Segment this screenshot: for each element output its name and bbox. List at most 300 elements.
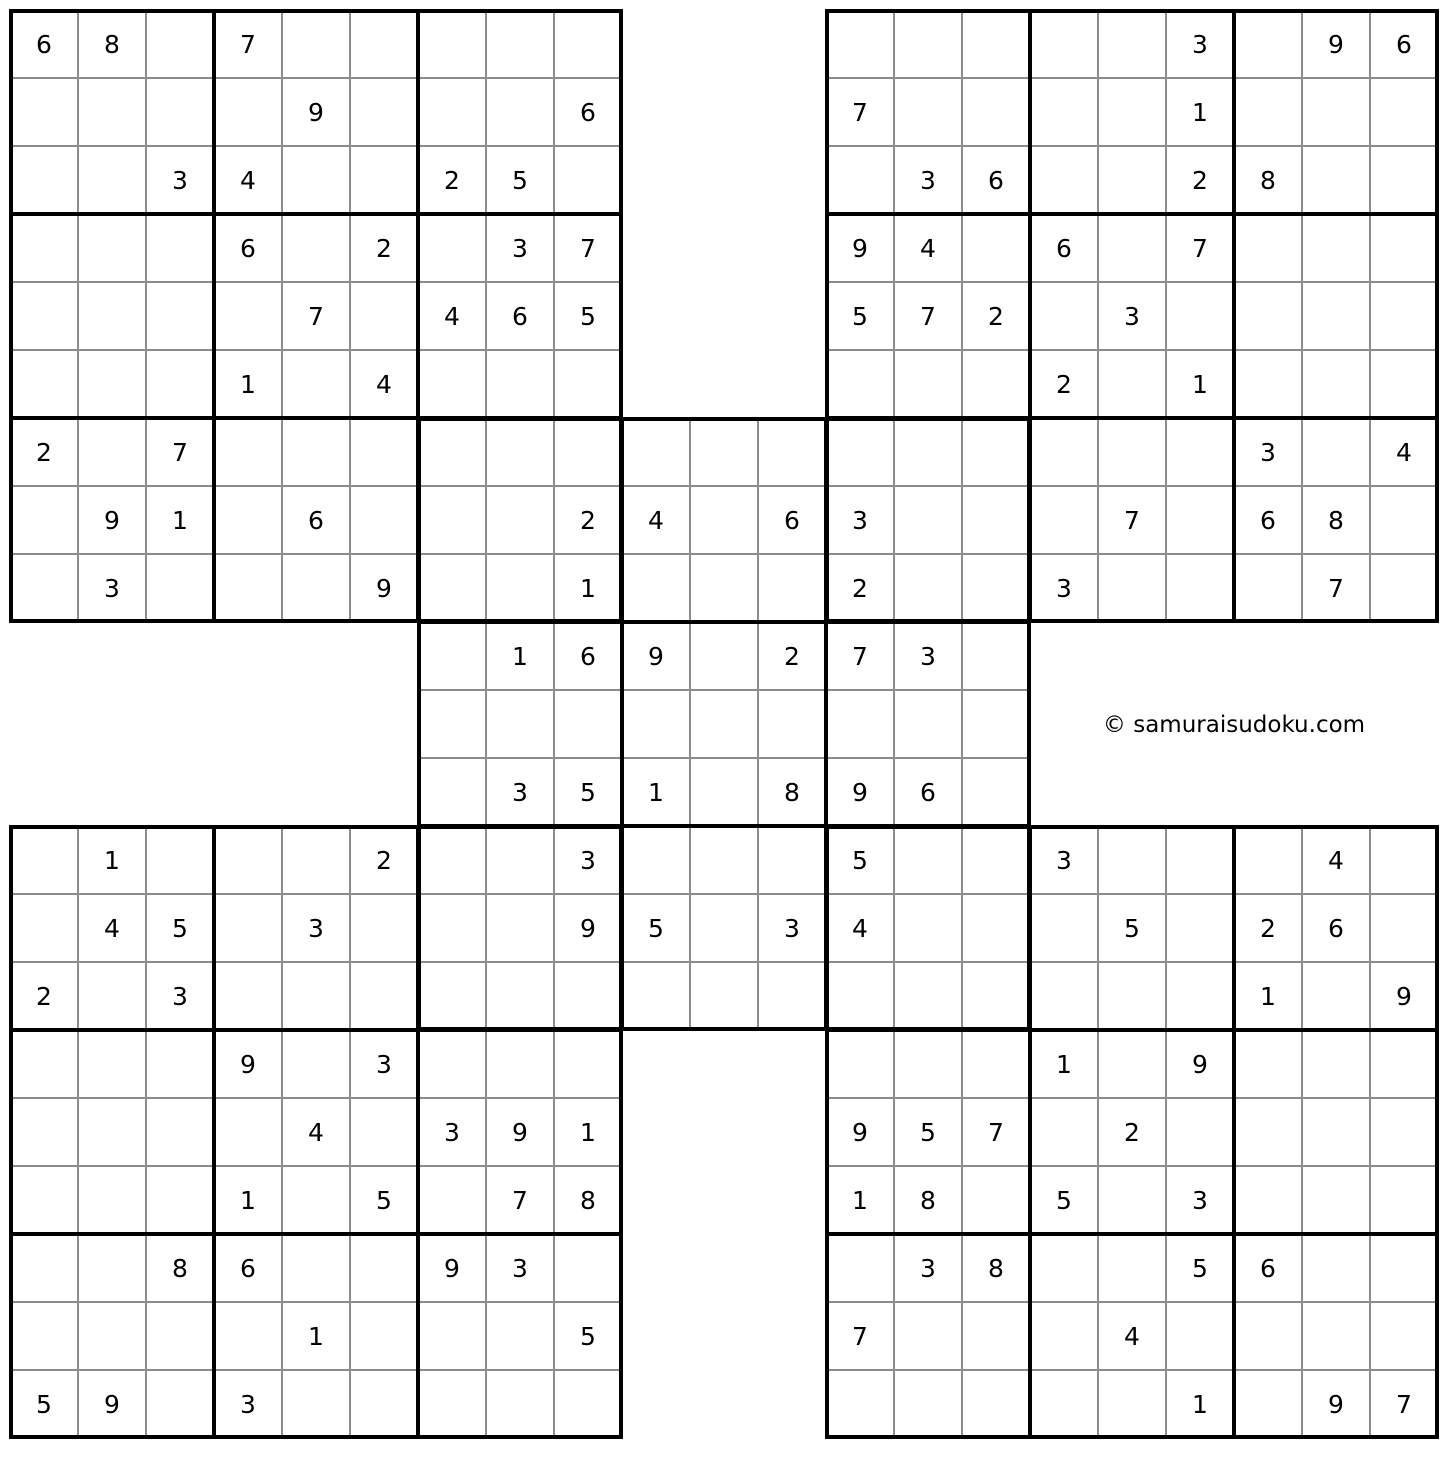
sudoku-cell[interactable] [350, 1370, 418, 1438]
sudoku-cell[interactable] [1302, 1302, 1370, 1370]
sudoku-cell[interactable] [78, 78, 146, 146]
sudoku-cell[interactable] [894, 962, 962, 1030]
sudoku-cell[interactable] [826, 1030, 894, 1098]
sudoku-cell[interactable] [146, 214, 214, 282]
sudoku-cell[interactable]: 3 [554, 826, 622, 894]
sudoku-cell[interactable]: 9 [554, 894, 622, 962]
sudoku-cell[interactable] [418, 1030, 486, 1098]
sudoku-cell[interactable]: 4 [418, 282, 486, 350]
sudoku-cell[interactable]: 6 [1030, 214, 1098, 282]
sudoku-cell[interactable] [1030, 146, 1098, 214]
sudoku-cell[interactable] [486, 826, 554, 894]
sudoku-cell[interactable]: 3 [350, 1030, 418, 1098]
sudoku-cell[interactable] [1370, 1030, 1438, 1098]
sudoku-cell[interactable]: 3 [1098, 282, 1166, 350]
sudoku-cell[interactable]: 7 [282, 282, 350, 350]
sudoku-cell[interactable]: 8 [1234, 146, 1302, 214]
sudoku-cell[interactable] [10, 1302, 78, 1370]
sudoku-cell[interactable] [1098, 962, 1166, 1030]
sudoku-cell[interactable]: 2 [350, 826, 418, 894]
sudoku-cell[interactable]: 9 [826, 758, 894, 826]
sudoku-cell[interactable] [690, 758, 758, 826]
sudoku-cell[interactable]: 7 [214, 10, 282, 78]
sudoku-cell[interactable]: 7 [554, 214, 622, 282]
sudoku-cell[interactable]: 5 [1166, 1234, 1234, 1302]
sudoku-cell[interactable] [894, 894, 962, 962]
sudoku-cell[interactable] [1166, 486, 1234, 554]
sudoku-cell[interactable] [418, 214, 486, 282]
sudoku-cell[interactable]: 9 [78, 486, 146, 554]
sudoku-cell[interactable] [1234, 1166, 1302, 1234]
sudoku-cell[interactable] [418, 78, 486, 146]
sudoku-cell[interactable] [1370, 214, 1438, 282]
sudoku-cell[interactable]: 6 [1370, 10, 1438, 78]
sudoku-cell[interactable] [690, 962, 758, 1030]
sudoku-cell[interactable] [1030, 486, 1098, 554]
sudoku-cell[interactable] [962, 214, 1030, 282]
sudoku-cell[interactable]: 1 [1166, 78, 1234, 146]
sudoku-cell[interactable] [1234, 10, 1302, 78]
sudoku-cell[interactable] [1234, 282, 1302, 350]
sudoku-cell[interactable]: 9 [214, 1030, 282, 1098]
sudoku-cell[interactable] [418, 486, 486, 554]
sudoku-cell[interactable] [1098, 78, 1166, 146]
sudoku-cell[interactable] [1370, 146, 1438, 214]
sudoku-cell[interactable] [758, 418, 826, 486]
sudoku-cell[interactable]: 4 [350, 350, 418, 418]
sudoku-cell[interactable] [1166, 962, 1234, 1030]
sudoku-cell[interactable]: 5 [554, 758, 622, 826]
sudoku-cell[interactable] [1166, 1302, 1234, 1370]
sudoku-cell[interactable]: 8 [1302, 486, 1370, 554]
sudoku-cell[interactable]: 4 [826, 894, 894, 962]
sudoku-cell[interactable] [214, 78, 282, 146]
sudoku-cell[interactable]: 7 [486, 1166, 554, 1234]
sudoku-cell[interactable]: 5 [894, 1098, 962, 1166]
sudoku-cell[interactable] [1166, 1098, 1234, 1166]
sudoku-cell[interactable]: 5 [826, 826, 894, 894]
sudoku-cell[interactable]: 1 [146, 486, 214, 554]
sudoku-cell[interactable] [418, 758, 486, 826]
sudoku-cell[interactable] [690, 894, 758, 962]
sudoku-cell[interactable] [1302, 418, 1370, 486]
sudoku-cell[interactable]: 6 [10, 10, 78, 78]
sudoku-cell[interactable] [146, 1302, 214, 1370]
sudoku-cell[interactable] [418, 1370, 486, 1438]
sudoku-cell[interactable]: 4 [214, 146, 282, 214]
sudoku-cell[interactable] [282, 962, 350, 1030]
sudoku-cell[interactable] [78, 1098, 146, 1166]
sudoku-cell[interactable] [282, 554, 350, 622]
sudoku-cell[interactable] [1234, 78, 1302, 146]
sudoku-cell[interactable] [1234, 1030, 1302, 1098]
sudoku-cell[interactable] [962, 554, 1030, 622]
sudoku-cell[interactable] [962, 78, 1030, 146]
sudoku-cell[interactable] [1234, 554, 1302, 622]
sudoku-cell[interactable] [894, 418, 962, 486]
sudoku-cell[interactable] [418, 1302, 486, 1370]
sudoku-cell[interactable] [78, 962, 146, 1030]
sudoku-cell[interactable]: 3 [894, 1234, 962, 1302]
sudoku-cell[interactable] [78, 1166, 146, 1234]
sudoku-cell[interactable]: 1 [486, 622, 554, 690]
sudoku-cell[interactable] [418, 418, 486, 486]
sudoku-cell[interactable]: 9 [1302, 10, 1370, 78]
sudoku-cell[interactable] [1030, 1370, 1098, 1438]
sudoku-cell[interactable] [486, 486, 554, 554]
sudoku-cell[interactable] [1098, 146, 1166, 214]
sudoku-cell[interactable]: 2 [10, 418, 78, 486]
sudoku-cell[interactable] [1302, 214, 1370, 282]
sudoku-cell[interactable] [350, 282, 418, 350]
sudoku-cell[interactable] [962, 350, 1030, 418]
sudoku-cell[interactable] [146, 1166, 214, 1234]
sudoku-cell[interactable] [1302, 350, 1370, 418]
sudoku-cell[interactable] [826, 1370, 894, 1438]
sudoku-cell[interactable] [1234, 826, 1302, 894]
sudoku-cell[interactable]: 1 [214, 350, 282, 418]
sudoku-cell[interactable] [826, 10, 894, 78]
sudoku-cell[interactable] [1370, 1166, 1438, 1234]
sudoku-cell[interactable] [350, 146, 418, 214]
sudoku-cell[interactable] [146, 10, 214, 78]
sudoku-cell[interactable] [78, 146, 146, 214]
sudoku-cell[interactable] [1302, 1098, 1370, 1166]
sudoku-cell[interactable]: 5 [826, 282, 894, 350]
sudoku-cell[interactable] [146, 554, 214, 622]
sudoku-cell[interactable] [146, 1098, 214, 1166]
sudoku-cell[interactable] [1302, 78, 1370, 146]
sudoku-cell[interactable] [10, 282, 78, 350]
sudoku-cell[interactable]: 7 [826, 78, 894, 146]
sudoku-cell[interactable]: 2 [1234, 894, 1302, 962]
sudoku-cell[interactable] [486, 554, 554, 622]
sudoku-cell[interactable]: 4 [282, 1098, 350, 1166]
sudoku-cell[interactable] [486, 1302, 554, 1370]
sudoku-cell[interactable]: 5 [10, 1370, 78, 1438]
sudoku-cell[interactable] [1166, 418, 1234, 486]
sudoku-cell[interactable] [486, 10, 554, 78]
sudoku-cell[interactable]: 1 [1030, 1030, 1098, 1098]
sudoku-cell[interactable] [10, 554, 78, 622]
sudoku-cell[interactable] [282, 1234, 350, 1302]
sudoku-cell[interactable] [554, 146, 622, 214]
sudoku-cell[interactable] [962, 418, 1030, 486]
sudoku-cell[interactable] [1030, 1098, 1098, 1166]
sudoku-cell[interactable] [146, 1370, 214, 1438]
sudoku-cell[interactable]: 3 [1030, 554, 1098, 622]
sudoku-cell[interactable]: 2 [1030, 350, 1098, 418]
sudoku-cell[interactable] [282, 826, 350, 894]
sudoku-cell[interactable]: 7 [1098, 486, 1166, 554]
sudoku-cell[interactable]: 3 [486, 758, 554, 826]
sudoku-cell[interactable]: 3 [1166, 1166, 1234, 1234]
sudoku-cell[interactable]: 3 [146, 962, 214, 1030]
sudoku-cell[interactable]: 6 [1234, 1234, 1302, 1302]
sudoku-cell[interactable]: 3 [418, 1098, 486, 1166]
sudoku-cell[interactable] [282, 10, 350, 78]
sudoku-cell[interactable]: 4 [622, 486, 690, 554]
sudoku-cell[interactable] [1030, 962, 1098, 1030]
sudoku-cell[interactable] [418, 894, 486, 962]
sudoku-cell[interactable] [350, 894, 418, 962]
sudoku-cell[interactable] [1302, 962, 1370, 1030]
sudoku-cell[interactable]: 7 [826, 622, 894, 690]
sudoku-cell[interactable] [486, 1370, 554, 1438]
sudoku-cell[interactable]: 5 [622, 894, 690, 962]
sudoku-cell[interactable]: 5 [554, 282, 622, 350]
sudoku-cell[interactable]: 1 [214, 1166, 282, 1234]
sudoku-cell[interactable] [690, 690, 758, 758]
sudoku-cell[interactable]: 8 [554, 1166, 622, 1234]
sudoku-cell[interactable]: 4 [1370, 418, 1438, 486]
sudoku-cell[interactable] [10, 486, 78, 554]
sudoku-cell[interactable] [690, 622, 758, 690]
sudoku-cell[interactable] [622, 962, 690, 1030]
sudoku-cell[interactable]: 1 [78, 826, 146, 894]
sudoku-cell[interactable] [282, 418, 350, 486]
sudoku-cell[interactable]: 6 [214, 214, 282, 282]
sudoku-cell[interactable]: 2 [554, 486, 622, 554]
sudoku-cell[interactable] [214, 486, 282, 554]
sudoku-cell[interactable]: 6 [758, 486, 826, 554]
sudoku-cell[interactable]: 3 [486, 214, 554, 282]
sudoku-cell[interactable]: 1 [622, 758, 690, 826]
sudoku-cell[interactable] [214, 282, 282, 350]
sudoku-cell[interactable] [350, 486, 418, 554]
sudoku-cell[interactable] [1302, 1030, 1370, 1098]
sudoku-cell[interactable]: 3 [894, 622, 962, 690]
sudoku-cell[interactable]: 6 [486, 282, 554, 350]
sudoku-cell[interactable] [146, 282, 214, 350]
sudoku-cell[interactable] [962, 1030, 1030, 1098]
sudoku-cell[interactable]: 3 [486, 1234, 554, 1302]
sudoku-cell[interactable] [962, 690, 1030, 758]
sudoku-cell[interactable] [554, 418, 622, 486]
sudoku-cell[interactable] [350, 1302, 418, 1370]
sudoku-cell[interactable] [282, 1030, 350, 1098]
sudoku-cell[interactable]: 3 [78, 554, 146, 622]
sudoku-cell[interactable] [282, 146, 350, 214]
sudoku-cell[interactable] [554, 1234, 622, 1302]
sudoku-cell[interactable] [1234, 1370, 1302, 1438]
sudoku-cell[interactable]: 9 [622, 622, 690, 690]
sudoku-cell[interactable]: 6 [894, 758, 962, 826]
sudoku-cell[interactable]: 1 [1166, 350, 1234, 418]
sudoku-cell[interactable] [622, 690, 690, 758]
sudoku-cell[interactable]: 5 [1030, 1166, 1098, 1234]
sudoku-cell[interactable]: 6 [962, 146, 1030, 214]
sudoku-cell[interactable] [894, 554, 962, 622]
sudoku-cell[interactable]: 7 [1370, 1370, 1438, 1438]
sudoku-cell[interactable] [1098, 826, 1166, 894]
sudoku-cell[interactable]: 9 [486, 1098, 554, 1166]
sudoku-cell[interactable] [1370, 282, 1438, 350]
sudoku-cell[interactable] [554, 350, 622, 418]
sudoku-cell[interactable] [894, 1370, 962, 1438]
sudoku-cell[interactable] [962, 826, 1030, 894]
sudoku-cell[interactable] [282, 214, 350, 282]
sudoku-cell[interactable] [1370, 1302, 1438, 1370]
sudoku-cell[interactable]: 1 [1234, 962, 1302, 1030]
sudoku-cell[interactable] [282, 1370, 350, 1438]
sudoku-cell[interactable] [1098, 418, 1166, 486]
sudoku-cell[interactable] [1302, 1166, 1370, 1234]
sudoku-cell[interactable]: 3 [146, 146, 214, 214]
sudoku-cell[interactable] [962, 1302, 1030, 1370]
sudoku-cell[interactable] [146, 1030, 214, 1098]
sudoku-cell[interactable] [1030, 10, 1098, 78]
sudoku-cell[interactable] [690, 826, 758, 894]
sudoku-cell[interactable]: 3 [758, 894, 826, 962]
sudoku-cell[interactable] [1370, 894, 1438, 962]
sudoku-cell[interactable] [690, 486, 758, 554]
sudoku-cell[interactable] [486, 350, 554, 418]
sudoku-cell[interactable] [418, 10, 486, 78]
sudoku-cell[interactable] [962, 894, 1030, 962]
sudoku-cell[interactable]: 3 [826, 486, 894, 554]
sudoku-cell[interactable] [826, 690, 894, 758]
sudoku-cell[interactable]: 7 [894, 282, 962, 350]
sudoku-cell[interactable] [78, 1234, 146, 1302]
sudoku-cell[interactable]: 8 [962, 1234, 1030, 1302]
sudoku-cell[interactable] [10, 350, 78, 418]
sudoku-cell[interactable]: 1 [1166, 1370, 1234, 1438]
sudoku-cell[interactable]: 6 [1302, 894, 1370, 962]
sudoku-cell[interactable]: 8 [758, 758, 826, 826]
sudoku-cell[interactable]: 1 [554, 1098, 622, 1166]
sudoku-cell[interactable]: 8 [894, 1166, 962, 1234]
sudoku-cell[interactable] [418, 554, 486, 622]
sudoku-cell[interactable]: 4 [78, 894, 146, 962]
sudoku-cell[interactable] [214, 554, 282, 622]
sudoku-cell[interactable] [1234, 350, 1302, 418]
sudoku-cell[interactable] [962, 10, 1030, 78]
sudoku-cell[interactable] [1166, 894, 1234, 962]
sudoku-cell[interactable] [690, 554, 758, 622]
sudoku-cell[interactable]: 2 [1166, 146, 1234, 214]
sudoku-cell[interactable] [554, 962, 622, 1030]
sudoku-cell[interactable]: 6 [554, 622, 622, 690]
sudoku-cell[interactable] [350, 10, 418, 78]
sudoku-cell[interactable]: 7 [1302, 554, 1370, 622]
sudoku-cell[interactable] [1370, 486, 1438, 554]
sudoku-cell[interactable] [486, 894, 554, 962]
sudoku-cell[interactable] [78, 214, 146, 282]
sudoku-cell[interactable]: 3 [1166, 10, 1234, 78]
sudoku-cell[interactable] [554, 10, 622, 78]
sudoku-cell[interactable] [962, 962, 1030, 1030]
sudoku-cell[interactable] [418, 962, 486, 1030]
sudoku-cell[interactable] [1302, 1234, 1370, 1302]
sudoku-cell[interactable] [1030, 894, 1098, 962]
sudoku-cell[interactable] [10, 1234, 78, 1302]
sudoku-cell[interactable] [486, 962, 554, 1030]
sudoku-cell[interactable] [1030, 1234, 1098, 1302]
sudoku-cell[interactable] [10, 214, 78, 282]
sudoku-cell[interactable] [1166, 826, 1234, 894]
sudoku-cell[interactable] [214, 894, 282, 962]
sudoku-cell[interactable] [10, 1030, 78, 1098]
sudoku-cell[interactable] [962, 758, 1030, 826]
sudoku-cell[interactable]: 3 [894, 146, 962, 214]
sudoku-cell[interactable] [146, 350, 214, 418]
sudoku-cell[interactable]: 6 [282, 486, 350, 554]
sudoku-cell[interactable]: 3 [282, 894, 350, 962]
sudoku-cell[interactable] [282, 350, 350, 418]
sudoku-cell[interactable] [1370, 554, 1438, 622]
sudoku-cell[interactable] [894, 1302, 962, 1370]
sudoku-cell[interactable]: 8 [146, 1234, 214, 1302]
sudoku-cell[interactable]: 4 [1098, 1302, 1166, 1370]
sudoku-cell[interactable] [10, 826, 78, 894]
sudoku-cell[interactable] [758, 690, 826, 758]
sudoku-cell[interactable] [1302, 146, 1370, 214]
sudoku-cell[interactable] [622, 554, 690, 622]
sudoku-cell[interactable] [826, 962, 894, 1030]
sudoku-cell[interactable]: 2 [1098, 1098, 1166, 1166]
sudoku-cell[interactable] [1030, 1302, 1098, 1370]
sudoku-cell[interactable] [10, 1166, 78, 1234]
sudoku-cell[interactable] [10, 894, 78, 962]
sudoku-cell[interactable]: 5 [146, 894, 214, 962]
sudoku-cell[interactable] [1302, 282, 1370, 350]
sudoku-cell[interactable] [1098, 1030, 1166, 1098]
sudoku-cell[interactable]: 1 [826, 1166, 894, 1234]
sudoku-cell[interactable] [758, 962, 826, 1030]
sudoku-cell[interactable] [894, 10, 962, 78]
sudoku-cell[interactable] [554, 1370, 622, 1438]
sudoku-cell[interactable]: 5 [486, 146, 554, 214]
sudoku-cell[interactable] [1234, 1302, 1302, 1370]
sudoku-cell[interactable] [894, 826, 962, 894]
sudoku-cell[interactable] [418, 1166, 486, 1234]
sudoku-cell[interactable] [418, 350, 486, 418]
sudoku-cell[interactable] [962, 622, 1030, 690]
sudoku-cell[interactable] [486, 418, 554, 486]
sudoku-cell[interactable] [622, 418, 690, 486]
sudoku-cell[interactable] [1098, 554, 1166, 622]
sudoku-cell[interactable]: 9 [1370, 962, 1438, 1030]
sudoku-cell[interactable] [758, 826, 826, 894]
sudoku-cell[interactable]: 1 [554, 554, 622, 622]
sudoku-cell[interactable]: 7 [1166, 214, 1234, 282]
sudoku-cell[interactable] [894, 78, 962, 146]
sudoku-cell[interactable]: 3 [1030, 826, 1098, 894]
sudoku-cell[interactable] [1030, 78, 1098, 146]
sudoku-cell[interactable]: 9 [282, 78, 350, 146]
sudoku-cell[interactable] [622, 826, 690, 894]
sudoku-cell[interactable] [350, 1098, 418, 1166]
sudoku-cell[interactable]: 9 [1302, 1370, 1370, 1438]
sudoku-cell[interactable]: 9 [1166, 1030, 1234, 1098]
sudoku-cell[interactable] [10, 78, 78, 146]
sudoku-cell[interactable] [962, 1166, 1030, 1234]
sudoku-cell[interactable] [554, 690, 622, 758]
sudoku-cell[interactable] [350, 1234, 418, 1302]
sudoku-cell[interactable]: 7 [826, 1302, 894, 1370]
sudoku-cell[interactable]: 2 [418, 146, 486, 214]
sudoku-cell[interactable]: 4 [894, 214, 962, 282]
sudoku-cell[interactable] [78, 350, 146, 418]
sudoku-cell[interactable]: 7 [146, 418, 214, 486]
sudoku-cell[interactable] [10, 1098, 78, 1166]
sudoku-cell[interactable] [282, 1166, 350, 1234]
sudoku-cell[interactable] [214, 826, 282, 894]
sudoku-cell[interactable]: 6 [1234, 486, 1302, 554]
sudoku-cell[interactable]: 2 [350, 214, 418, 282]
sudoku-cell[interactable] [10, 146, 78, 214]
